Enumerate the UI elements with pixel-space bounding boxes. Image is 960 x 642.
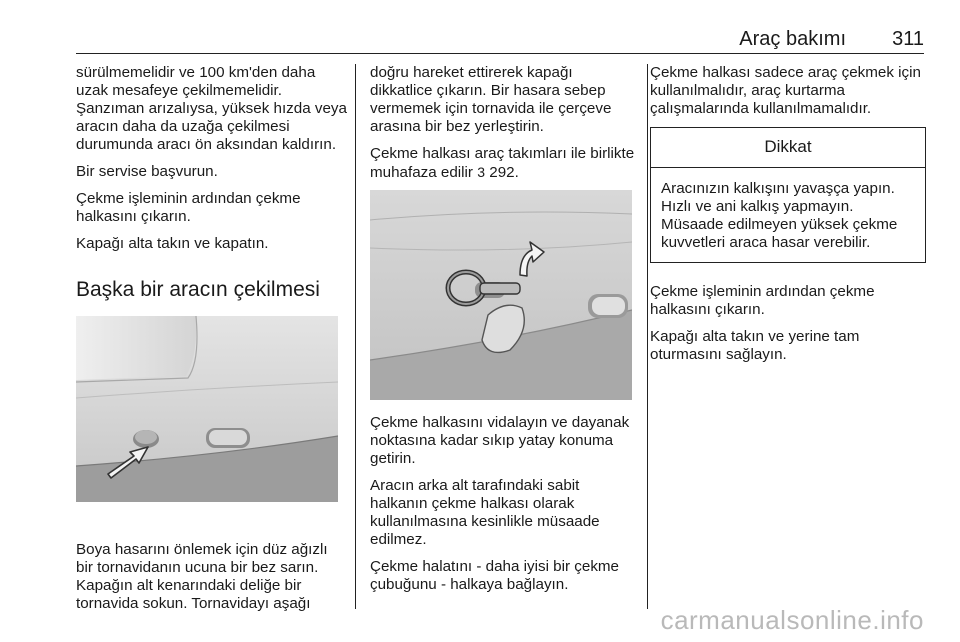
paragraph: Çekme halkasını vidalayın ve dayanak noktasına kadar sıkıp yatay konuma getirin. bbox=[370, 414, 630, 467]
paragraph: Bir servise başvurun. bbox=[76, 163, 218, 180]
paragraph: Çekme işleminin ardından çekme halkasını çıkarın. bbox=[76, 190, 301, 225]
paragraph: sürülmemelidir ve 100 km'den daha uzak mesafeye çekilmemelidir. Şanzıman arızalıysa, yüksek hızda veya aracın daha da uzağa çekilmesi durumunda aracı ön aksından kaldırın. bbox=[76, 64, 347, 153]
page-number: 311 bbox=[892, 28, 924, 50]
paragraph: doğru hareket ettirerek kapağı dikkatlice çıkarın. Bir hasara sebep vermemek için tornavida ile çerçeve arasına bir bez yerleştirin. bbox=[370, 64, 612, 135]
warning-box bbox=[650, 127, 926, 263]
column-divider-2 bbox=[647, 64, 648, 609]
paragraph: Çekme halkası sadece araç çekmek için kullanılmalıdır, araç kurtarma çalışmalarında kullanılmamalıdır. bbox=[650, 64, 921, 117]
paragraph: Aracın arka alt tarafındaki sabit halkanın çekme halkası olarak kullanılmasına kesinlikle müsaade edilmez. bbox=[370, 477, 600, 548]
paragraph: Boya hasarını önlemek için düz ağızlı bir tornavidanın ucuna bir bez sarın. Kapağın alt kenarındaki deliğe bir tornavida sokun. Tornavidayı aşağı bbox=[76, 541, 328, 612]
paragraph-text: Çekme halkası araç takımları ile birlikte muhafaza edilir bbox=[370, 145, 635, 181]
paragraph: Kapağı alta takın ve yerine tam oturmasını sağlayın. bbox=[650, 328, 860, 363]
warning-title: Dikkat bbox=[651, 128, 925, 168]
page-header bbox=[76, 28, 924, 50]
page-reference: 292. bbox=[489, 164, 519, 181]
watermark: carmanualsonline.info bbox=[660, 605, 924, 635]
rear-bumper-figure bbox=[76, 316, 338, 502]
tow-hook-figure bbox=[370, 190, 632, 400]
column-1 bbox=[76, 64, 348, 303]
header-rule bbox=[76, 53, 924, 54]
paragraph bbox=[370, 145, 638, 182]
page-reference-icon: 3 bbox=[477, 164, 486, 180]
page-title: Araç bakımı bbox=[739, 28, 846, 50]
column-2-continuation bbox=[370, 414, 638, 603]
paragraph: Çekme işleminin ardından çekme halkasını çıkarın. bbox=[650, 283, 875, 318]
paragraph: Çekme halatını - daha iyisi bir çekme çubuğunu - halkaya bağlayın. bbox=[370, 558, 620, 593]
column-1-continuation bbox=[76, 541, 348, 622]
warning-body: Aracınızın kalkışını yavaşça yapın. Hızlı ve ani kalkış yapmayın. Müsaade edilmeyen yüksek çekme kuvvetleri araca hasar verebilir. bbox=[661, 180, 898, 251]
column-2 bbox=[370, 64, 638, 191]
column-divider-1 bbox=[355, 64, 356, 609]
column-3 bbox=[650, 64, 926, 373]
paragraph: Kapağı alta takın ve kapatın. bbox=[76, 235, 269, 252]
section-heading: Başka bir aracın çekilmesi bbox=[76, 278, 320, 301]
